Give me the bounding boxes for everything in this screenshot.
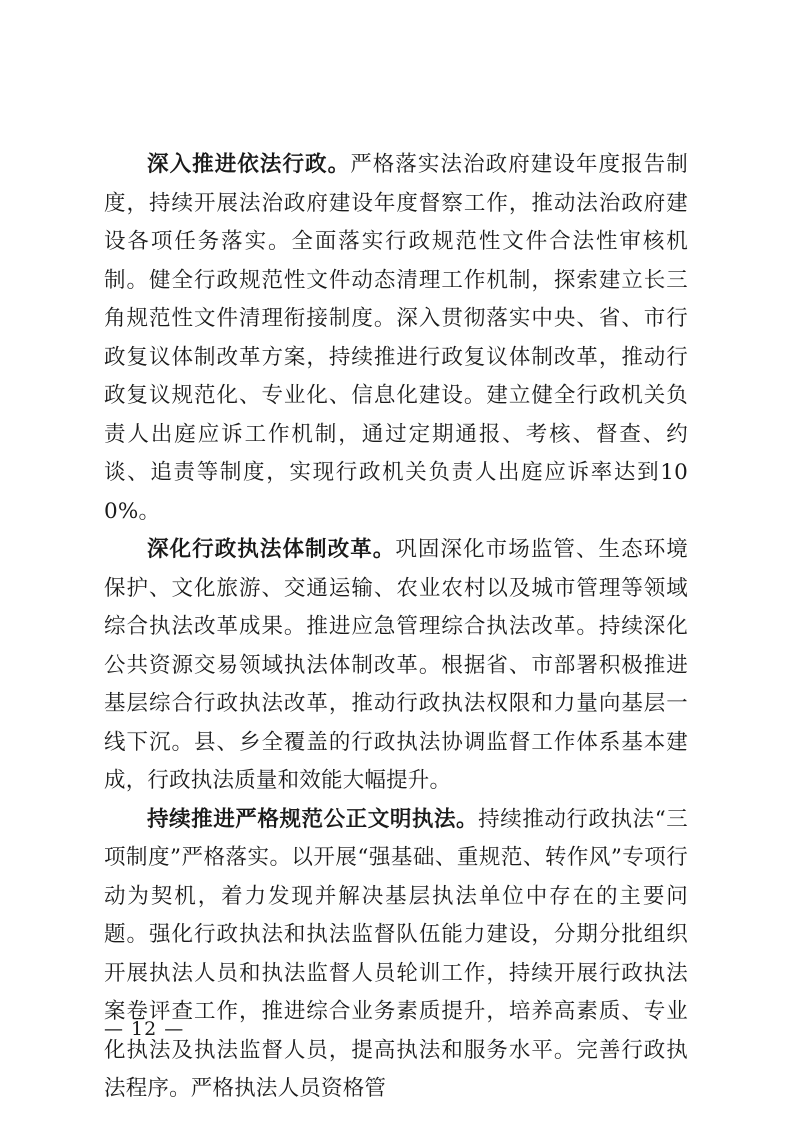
- paragraph-administration-by-law: [104, 146, 688, 531]
- paragraph-heading: 深化行政执法体制改革。: [147, 537, 396, 562]
- paragraph-heading: 持续推进严格规范公正文明执法。: [147, 806, 479, 832]
- document-body: [104, 146, 688, 1109]
- page-number: — 12 —: [104, 1018, 185, 1040]
- paragraph-text: 巩固深化市场监管、生态环境保护、文化旅游、交通运输、农业农村以及城市管理等领域综合执法改革成果。推进应急管理综合执法改革。持续深化公共资源交易领域执法体制改革。根据省、市部署积极推进基层综合行政执法改革，推动行政执法权限和力量向基层一线下沉。县、乡全覆盖的行政执法协调监督工作体系基本建成，行政执法质量和效能大幅提升。: [104, 537, 688, 793]
- paragraph-text: 严格落实法治政府建设年度报告制度，持续开展法治政府建设年度督察工作，推动法治政府建设各项任务落实。全面落实行政规范性文件合法性审核机制。健全行政规范性文件动态清理工作机制，探索建立长三角规范性文件清理衔接制度。深入贯彻落实中央、省、市行政复议体制改革方案，持续推进行政复议体制改革，推动行政复议规范化、专业化、信息化建设。建立健全行政机关负责人出庭应诉工作机制，通过定期通报、考核、督查、约谈、追责等制度，实现行政机关负责人出庭应诉率达到100%。: [104, 152, 688, 524]
- paragraph-fair-enforcement: [104, 801, 688, 1109]
- paragraph-text: 持续推动行政执法“三项制度”严格落实。以开展“强基础、重规范、转作风”专项行动为契机，着力发现并解决基层执法单位中存在的主要问题。强化行政执法和执法监督队伍能力建设，分期分批组织开展执法人员和执法监督人员轮训工作，持续开展行政执法案卷评查工作，推进综合业务素质提升，培养高素质、专业化执法及执法监督人员，提高执法和服务水平。完善行政执法程序。严格执法人员资格管: [104, 806, 688, 1101]
- paragraph-heading: 深入推进依法行政。: [147, 152, 351, 177]
- paragraph-enforcement-reform: [104, 531, 688, 801]
